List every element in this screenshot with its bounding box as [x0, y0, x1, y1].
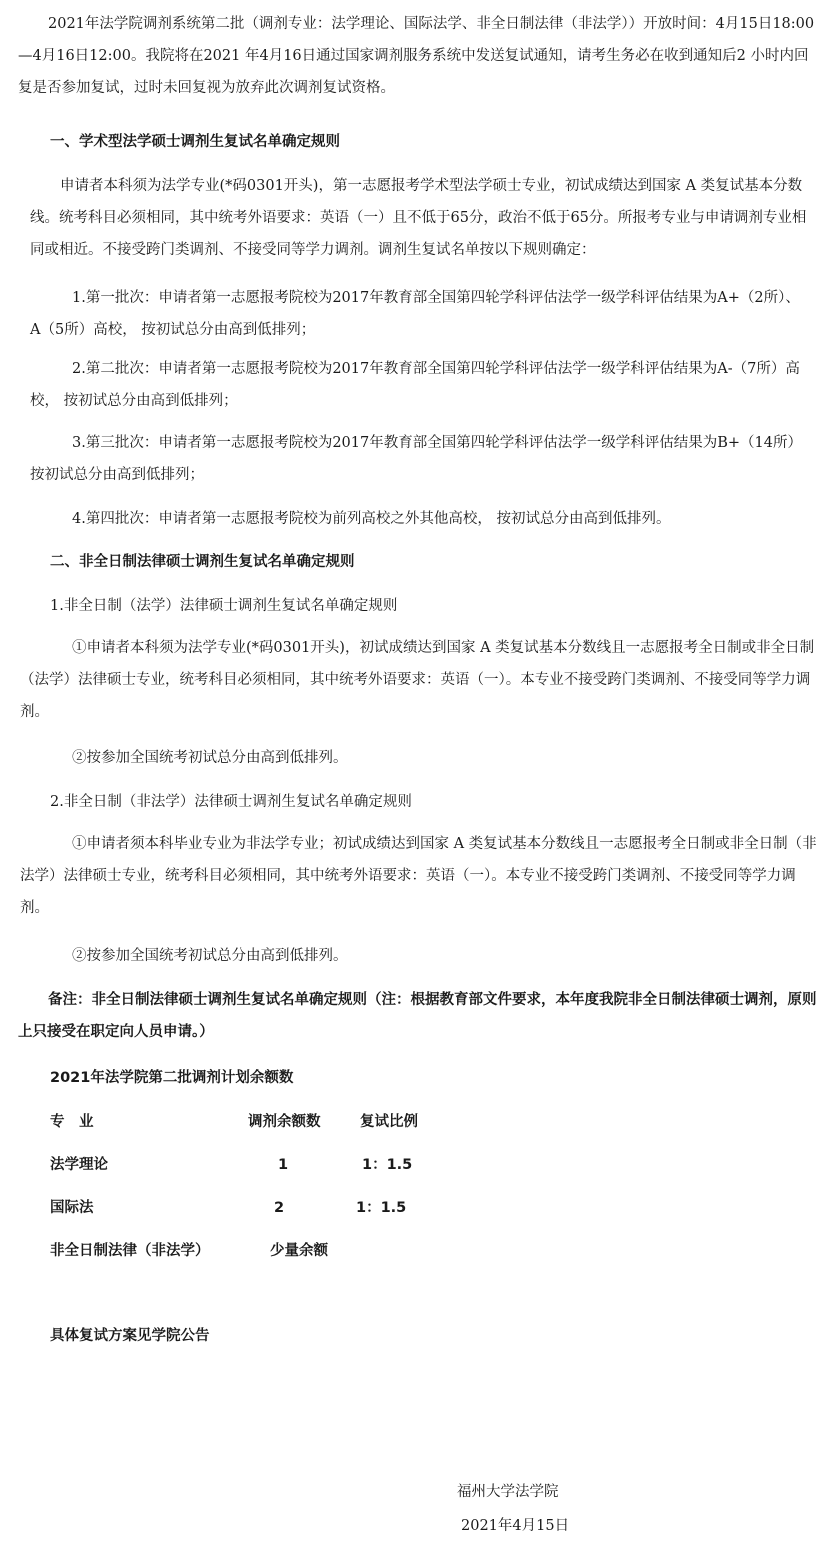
table-header-row	[50, 1108, 550, 1151]
section1-item-3: 3.第三批次：申请者第一志愿报考院校为2017年教育部全国第四轮学科评估法学一级学科评估结果为B+（14所）按初试总分由高到低排列；	[30, 435, 802, 483]
section2-sub1-title: 1.非全日制（法学）法律硕士调剂生复试名单确定规则	[50, 598, 398, 614]
note-paragraph: 备注：非全日制法律硕士调剂生复试名单确定规则（注：根据教育部文件要求，本年度我院非全日制法律硕士调剂，原则上只接受在职定向人员申请。）	[18, 992, 817, 1040]
section1-heading: 一、学术型法学硕士调剂生复试名单确定规则	[50, 134, 340, 150]
cell-remaining: 2	[274, 1200, 285, 1216]
section2-sub2-title: 2.非全日制（非法学）法律硕士调剂生复试名单确定规则	[50, 794, 412, 810]
cell-ratio: 1：1.5	[362, 1157, 413, 1173]
quota-table	[50, 1108, 550, 1280]
table-row	[50, 1237, 550, 1280]
section2-sub2-p2: ②按参加全国统考初试总分由高到低排列。	[72, 948, 348, 964]
signature-date: 2021年4月15日	[461, 1518, 570, 1534]
signature-org: 福州大学法学院	[457, 1484, 559, 1500]
cell-ratio: 1：1.5	[356, 1200, 407, 1216]
header-major: 专 业	[50, 1114, 94, 1130]
section2-sub1-p1: ①申请者本科须为法学专业(*码0301开头)，初试成绩达到国家 A 类复试基本分数线且一志愿报考全日制或非全日制（法学）法律硕士专业，统考科目必须相同，其中统考外语要求：英语（一）。本专业不接受跨门类调剂、不接受同等学力调剂。	[20, 640, 815, 720]
table-row	[50, 1194, 550, 1237]
section1-body: 申请者本科须为法学专业(*码0301开头)，第一志愿报考学术型法学硕士专业，初试成绩达到国家 A 类复试基本分数线。统考科目必须相同，其中统考外语要求：英语（一）且不低于65分，政治不低于65分。所报考专业与申请调剂专业相同或相近。不接受跨门类调剂、不接受同等学力调剂。调剂生复试名单按以下规则确定：	[30, 178, 807, 258]
section1-item-4: 4.第四批次：申请者第一志愿报考院校为前列高校之外其他高校， 按初试总分由高到低排列。	[72, 511, 671, 527]
footer-note: 具体复试方案见学院公告	[50, 1328, 210, 1344]
section2-sub2-p1: ①申请者须本科毕业专业为非法学专业；初试成绩达到国家 A 类复试基本分数线且一志愿报考全日制或非全日制（非法学）法律硕士专业，统考科目必须相同，其中统考外语要求：英语（一）。本专业不接受跨门类调剂、不接受同等学力调剂。	[20, 836, 817, 916]
intro-paragraph: 2021年法学院调剂系统第二批（调剂专业：法学理论、国际法学、非全日制法律（非法学））开放时间：4月15日18:00—4月16日12:00。我院将在2021 年4月16日通过国家调剂服务系统中发送复试通知，请考生务必在收到通知后2 小时内回复是否参加复试，过时未回复视为放弃此次调剂复试资格。	[18, 16, 815, 96]
cell-remaining: 1	[278, 1157, 289, 1173]
table-row	[50, 1151, 550, 1194]
cell-major: 法学理论	[50, 1157, 108, 1173]
cell-major: 非全日制法律（非法学）	[50, 1243, 210, 1259]
cell-remaining: 少量余额	[270, 1243, 328, 1259]
table-title: 2021年法学院第二批调剂计划余额数	[50, 1070, 294, 1086]
cell-major: 国际法	[50, 1200, 94, 1216]
section1-item-1: 1.第一批次：申请者第一志愿报考院校为2017年教育部全国第四轮学科评估法学一级学科评估结果为A+（2所）、A（5所）高校， 按初试总分由高到低排列；	[30, 290, 800, 338]
section2-sub1-p2: ②按参加全国统考初试总分由高到低排列。	[72, 750, 348, 766]
section2-heading: 二、非全日制法律硕士调剂生复试名单确定规则	[50, 554, 355, 570]
section1-item-2: 2.第二批次：申请者第一志愿报考院校为2017年教育部全国第四轮学科评估法学一级学科评估结果为A-（7所）高校， 按初试总分由高到低排列；	[30, 361, 800, 409]
header-ratio: 复试比例	[360, 1114, 418, 1130]
header-remaining: 调剂余额数	[248, 1114, 321, 1130]
